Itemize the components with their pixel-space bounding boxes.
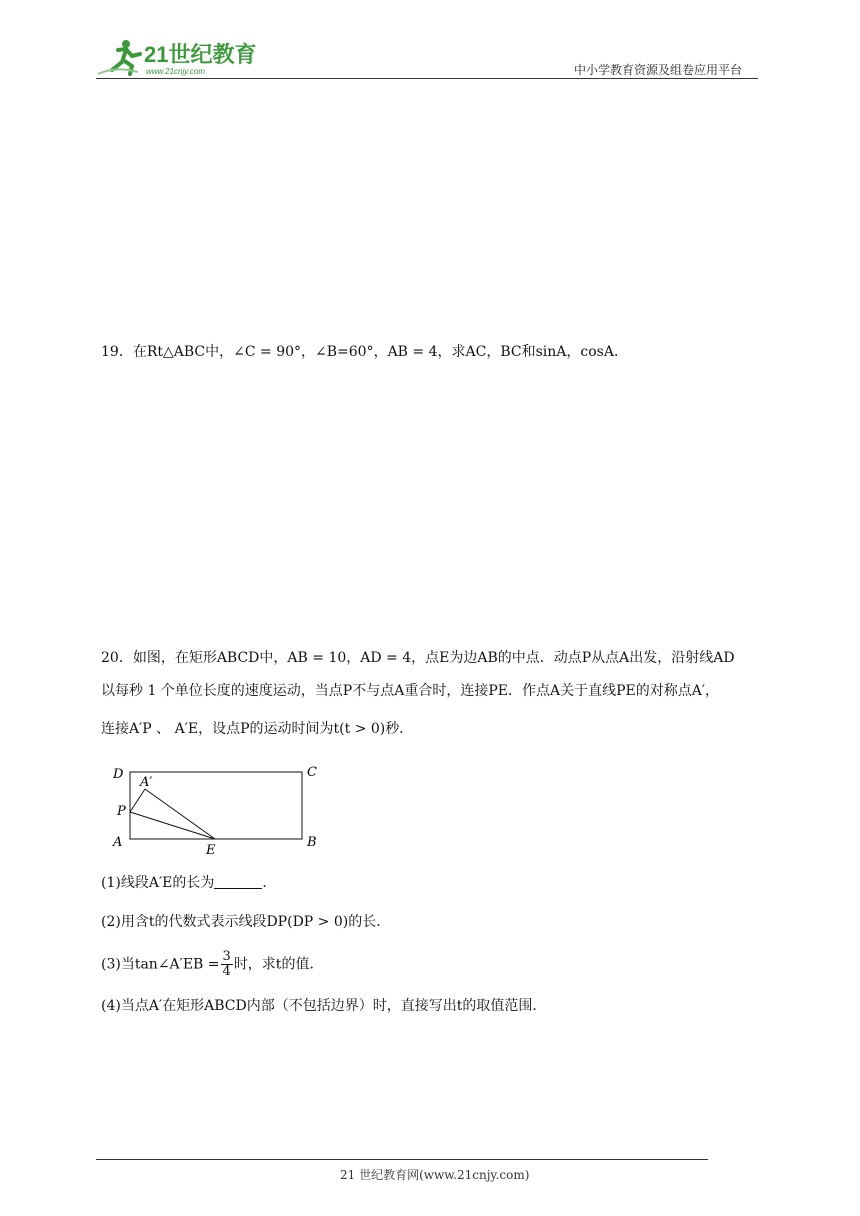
site-logo <box>96 36 266 78</box>
logo-url: www.21cnjy.com <box>146 67 205 76</box>
part-3-suffix: 时，求t的值． <box>233 956 324 973</box>
answer-blank <box>214 874 262 889</box>
segment-a-prime-e <box>145 789 215 839</box>
fraction-three-quarters <box>221 950 233 979</box>
question-20-part-2: (2)用含t的代数式表示线段DP(DP > 0)的长． <box>101 914 391 930</box>
segment-pe <box>130 812 215 839</box>
label-c: C <box>307 765 317 780</box>
question-20-line-3: 连接A′P 、 A′E，设点P的运动时间为t(t > 0)秒． <box>101 721 414 737</box>
footer-divider <box>96 1159 708 1160</box>
runner-icon <box>98 40 140 74</box>
label-p: P <box>117 804 126 819</box>
label-a: A <box>113 835 123 850</box>
footer-site-text: 21 世纪教育网(www.21cnjy.com) <box>340 1168 530 1182</box>
question-20-part-4: (4)当点A′在矩形ABCD内部（不包括边界）时，直接写出t的取值范围． <box>101 998 547 1014</box>
label-a-prime: A′ <box>140 775 153 790</box>
fraction-denominator: 4 <box>222 964 231 979</box>
part-1-text: (1)线段A′E的长为 <box>101 875 215 891</box>
segment-pa-prime <box>130 789 145 812</box>
part-1-suffix: ． <box>262 875 277 891</box>
label-d: D <box>113 767 124 782</box>
header-divider <box>96 78 758 79</box>
part-3-prefix: (3)当tan∠A′EB = <box>101 956 220 973</box>
label-b: B <box>307 835 317 850</box>
label-e: E <box>206 843 216 858</box>
question-20-line-1: 20．如图，在矩形ABCD中，AB = 10，AD = 4，点E为边AB的中点．动点P从点A出发，沿射线AD <box>101 650 735 666</box>
question-20-part-3 <box>101 950 323 986</box>
header-platform-text: 中小学教育资源及组卷应用平台 <box>574 63 743 77</box>
fraction-numerator: 3 <box>222 949 231 964</box>
rectangle-figure <box>100 758 340 860</box>
question-19: 19．在Rt△ABC中，∠C = 90°，∠B=60°，AB = 4，求AC，BC和sinA，cosA． <box>101 344 628 360</box>
rectangle-abcd <box>130 772 302 839</box>
logo-text: 21世纪教育 <box>144 42 257 67</box>
question-20-part-1 <box>101 873 276 893</box>
question-20-line-2: 以每秒 1 个单位长度的速度运动，当点P不与点A重合时，连接PE．作点A关于直线PE的对称点A′， <box>101 683 720 699</box>
